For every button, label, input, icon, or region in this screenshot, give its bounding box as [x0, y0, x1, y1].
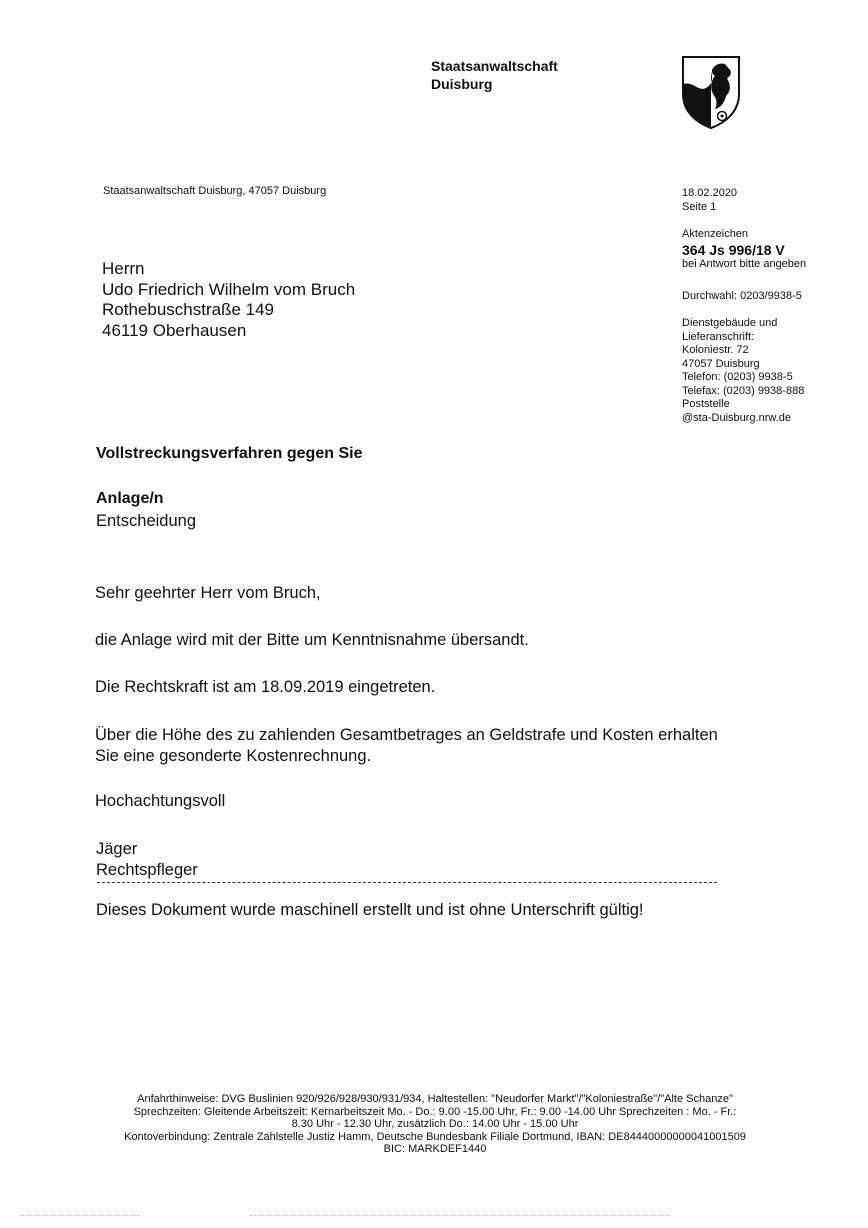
body-paragraph-2: Die Rechtskraft ist am 18.09.2019 eingetreten.: [95, 678, 436, 696]
signer-name: Jäger: [96, 840, 138, 858]
office-line: Telefon: (0203) 9938-5: [682, 371, 793, 383]
file-reference-number: 364 Js 996/18 V: [682, 241, 785, 258]
body-paragraph-3: [95, 725, 718, 767]
letter-date: 18.02.2020: [682, 187, 738, 199]
sender-address-line: Staatsanwaltschaft Duisburg, 47057 Duisburg: [103, 185, 327, 197]
authority-line-1: Staatsanwaltschaft: [431, 58, 558, 74]
recipient-name: Udo Friedrich Wilhelm vom Bruch: [102, 279, 356, 299]
body-paragraph-3-line-2: Sie eine gesonderte Kostenrechnung.: [95, 747, 372, 765]
page-number: Seite 1: [682, 200, 717, 213]
nrw-coat-of-arms-icon: [680, 54, 742, 130]
footer-office-hours: Sprechzeiten: Gleitende Arbeitszeit: Kernarbeitszeit Mo. - Do.: 9.00 -15.00 Uhr, Fr.: 9.00 -14.00 Uhr Sprechzeiten : Mo. - Fr.:: [133, 1105, 737, 1118]
file-reference-label: Aktenzeichen: [682, 228, 749, 240]
recipient-salutation: Herrn: [102, 259, 145, 278]
letter-subject: Vollstreckungsverfahren gegen Sie: [96, 445, 363, 462]
office-line: 47057 Duisburg: [682, 357, 760, 370]
recipient-city: 46119 Oberhausen: [102, 320, 247, 340]
body-paragraph-1: die Anlage wird mit der Bitte um Kenntnisnahme übersandt.: [95, 631, 529, 649]
signer-title: Rechtspfleger: [96, 861, 198, 879]
recipient-address: [102, 259, 355, 341]
office-line: @sta-Duisburg.nrw.de: [682, 411, 791, 424]
attachment-item: Entscheidung: [96, 512, 196, 530]
scan-artifact-line: [250, 1215, 670, 1216]
date-block: [682, 187, 737, 214]
office-line: Koloniestr. 72: [682, 344, 749, 356]
recipient-street: Rothebuschstraße 149: [102, 300, 274, 319]
footer-directions: Anfahrthinweise: DVG Buslinien 920/926/928/930/931/934, Haltestellen: "Neudorfer Markt"/"Koloniestraße"/"Alte Schanze": [137, 1093, 733, 1105]
authority-name: [431, 57, 558, 93]
greeting: Sehr geehrter Herr vom Bruch,: [95, 584, 321, 602]
footer-bic: BIC: MARKDEF1440: [383, 1143, 487, 1155]
footer-office-hours-cont: 8.30 Uhr - 12.30 Uhr, zusätzlich Do.: 14.00 Uhr - 15.00 Uhr: [291, 1118, 579, 1130]
dashed-divider: [97, 882, 717, 883]
scan-artifact-line: [20, 1215, 140, 1216]
machine-generated-notice: Dieses Dokument wurde maschinell erstellt und ist ohne Unterschrift gültig!: [96, 901, 644, 919]
office-line: Dienstgebäude und: [682, 317, 778, 329]
authority-line-2: Duisburg: [431, 76, 493, 92]
footer: [80, 1093, 790, 1156]
closing: Hochachtungsvoll: [95, 792, 226, 810]
signature-block: [96, 839, 198, 881]
office-line: Telefax: (0203) 9938-888: [682, 384, 805, 397]
direct-dial: Durchwahl: 0203/9938-5: [682, 290, 802, 302]
office-line: Lieferanschrift:: [682, 330, 755, 343]
file-reference-note: bei Antwort bitte angeben: [682, 257, 807, 270]
footer-bank-account: Kontoverbindung: Zentrale Zahlstelle Justiz Hamm, Deutsche Bundesbank Filiale Dortmund, IBAN: DE84440000000041001509: [124, 1130, 746, 1143]
attachments-title: Anlage/n: [96, 490, 164, 507]
office-line: Poststelle: [682, 398, 730, 410]
body-paragraph-3-line-1: Über die Höhe des zu zahlenden Gesamtbetrages an Geldstrafe und Kosten erhalten: [95, 726, 718, 744]
file-reference-block: [682, 228, 806, 271]
office-address-block: [682, 317, 804, 425]
